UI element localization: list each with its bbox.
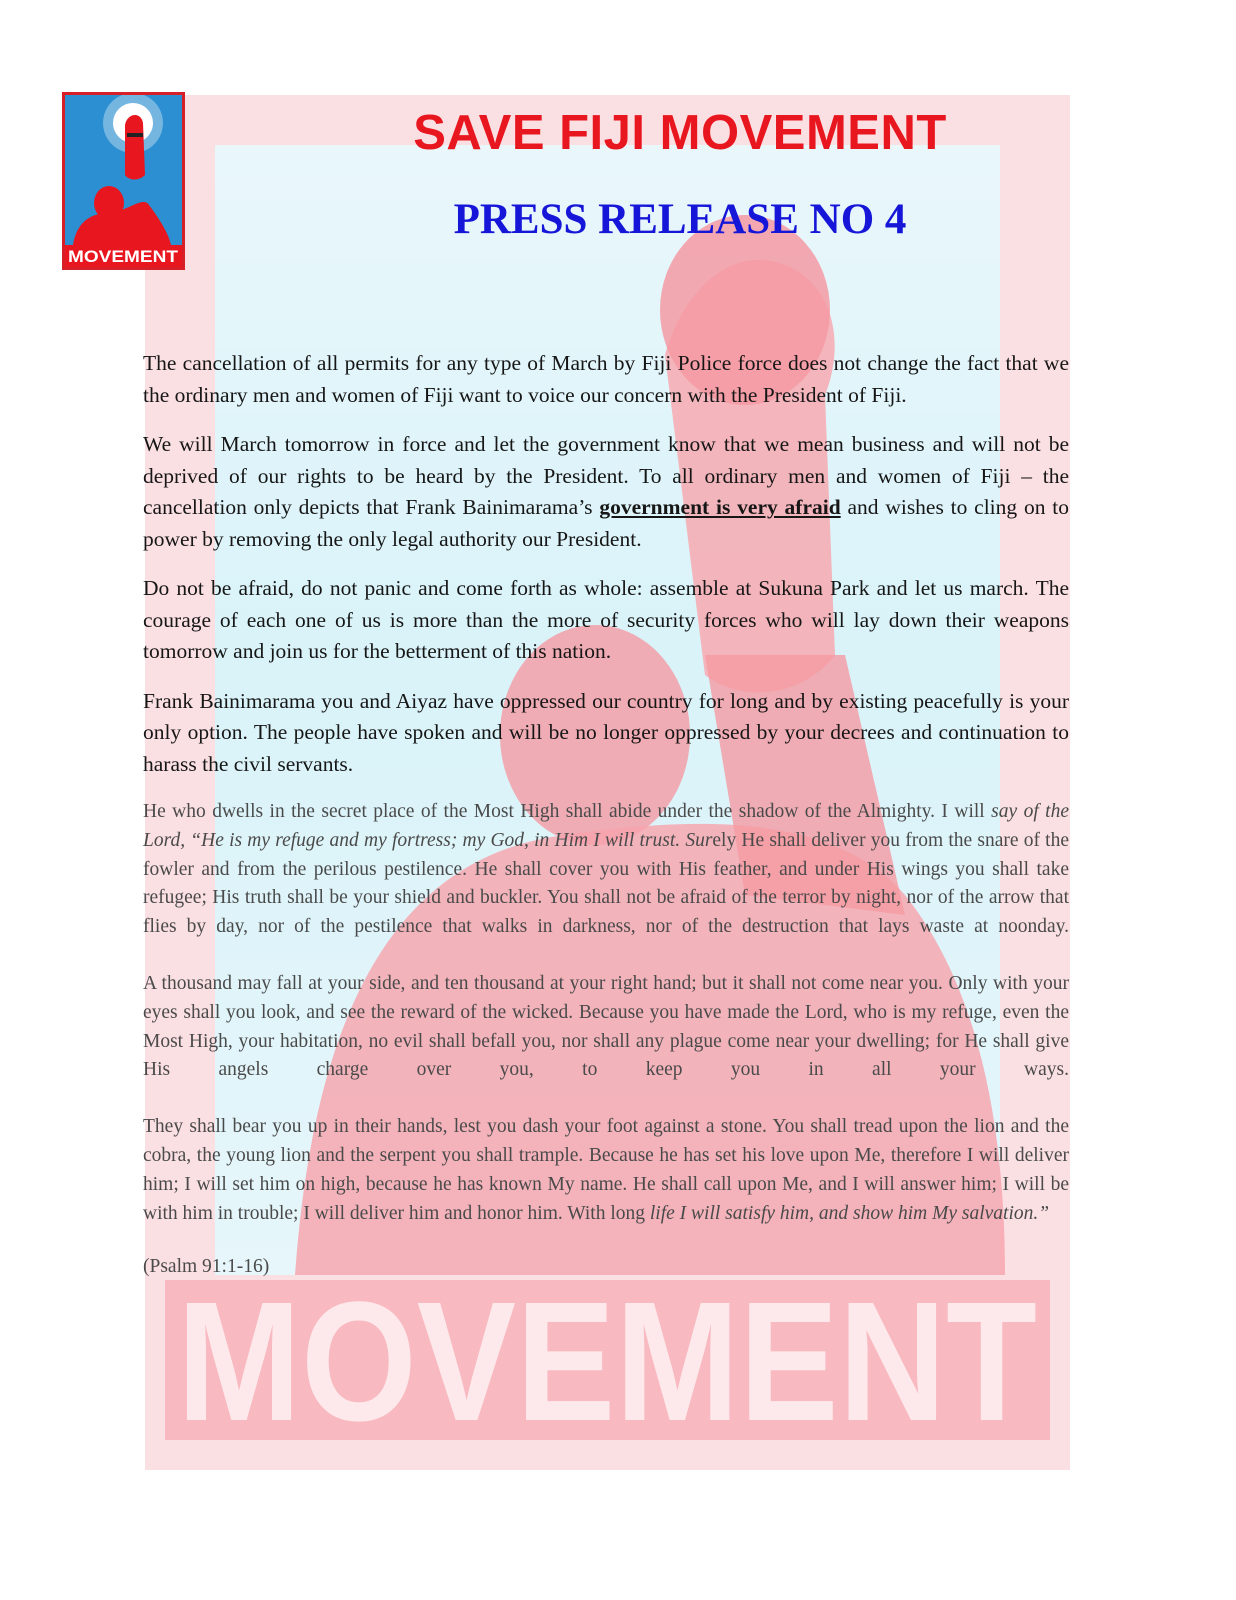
press-release-number: PRESS RELEASE NO 4 (453, 196, 907, 243)
save-fiji-movement-logo (62, 92, 185, 270)
psalm-text-cont: ely He shall deliver you from the snare of the fowler and from the perilous pestilence. He shall cover you with His feather, and under His wings you shall take refugee; His truth shall be your shield and buckler. You shall not be afraid of the terror by night, nor of the arrow that flies by day, nor of the pestilence that walks in darkness, nor of the destruction that lays waste at noonday. (143, 829, 1069, 938)
paragraph-2-emphasis: government is very afraid (599, 495, 841, 519)
psalm-paragraph-2: A thousand may fall at your side, and ten thousand at your right hand; but it shall not come near you. Only with your eyes shall you look, and see the reward of the wicked. Because you have made the Lord, who is my refuge, even the Most High, your habitation, no evil shall befall you, nor shall any plague come near your dwelling; for He shall give His angels charge over you, to keep you in all your ways. (143, 972, 1069, 1081)
psalm-paragraph-3 (143, 1113, 1069, 1228)
press-release-body (143, 348, 1069, 1278)
psalm-italic-text: say of the Lord, “He is my refuge and my fortress; my God, in Him I will trust. Sur (143, 801, 1069, 851)
paragraph-2-text-end: and wishes to cling on to power by removing the only legal authority our President. (143, 495, 1069, 551)
paragraph-3: Do not be afraid, do not panic and come forth as whole: assemble at Sukuna Park and let us march. The courage of each one of us is more than the more of security forces who will lay down their weapons tomorrow and join us for the betterment of this nation. (143, 576, 1069, 663)
paragraph-4: Frank Bainimarama you and Aiyaz have oppressed our country for long and by existing peacefully is your only option. The people have spoken and will be no longer oppressed by your decrees and continuation to harass the civil servants. (143, 688, 1069, 776)
psalm-text-3: They shall bear you up in their hands, lest you dash your foot against a stone. You shall tread upon the lion and the cobra, the young lion and the serpent you shall trample. Because he has set his love upon Me, therefore I will deliver him; I will set him on high, because he has known My name. He shall call upon Me, and I will answer him; I will be with him in trouble; I will deliver him and honor him. With long (143, 1116, 1069, 1224)
paragraph-2-text: We will March tomorrow in force and let the government know that we mean business and will not be deprived of our rights to be heard by the President. To all ordinary men and women of Fiji – the cancellation only depicts that Frank Bainimarama’s (143, 432, 1069, 519)
psalm-reference: (Psalm 91:1-16) (143, 1256, 270, 1278)
paragraph-1: The cancellation of all permits for any type of March by Fiji Police force does not change the fact that we the ordinary men and women of Fiji want to voice our concern with the President of Fiji. (143, 351, 1069, 407)
page-title: SAVE FIJI MOVEMENT (413, 106, 947, 160)
movement-watermark-text (165, 1280, 1050, 1440)
svg-text:MOVEMENT: MOVEMENT (68, 247, 179, 266)
svg-text:MOVEMENT: MOVEMENT (177, 1280, 1037, 1440)
paragraph-2 (143, 429, 1069, 555)
psalm-italic-end: life I will satisfy him, and show him My salvation.” (649, 1202, 1050, 1224)
psalm-text: He who dwells in the secret place of the Most High shall abide under the shadow of the Almighty. I will (143, 801, 992, 822)
psalm-paragraph-1 (143, 798, 1069, 942)
